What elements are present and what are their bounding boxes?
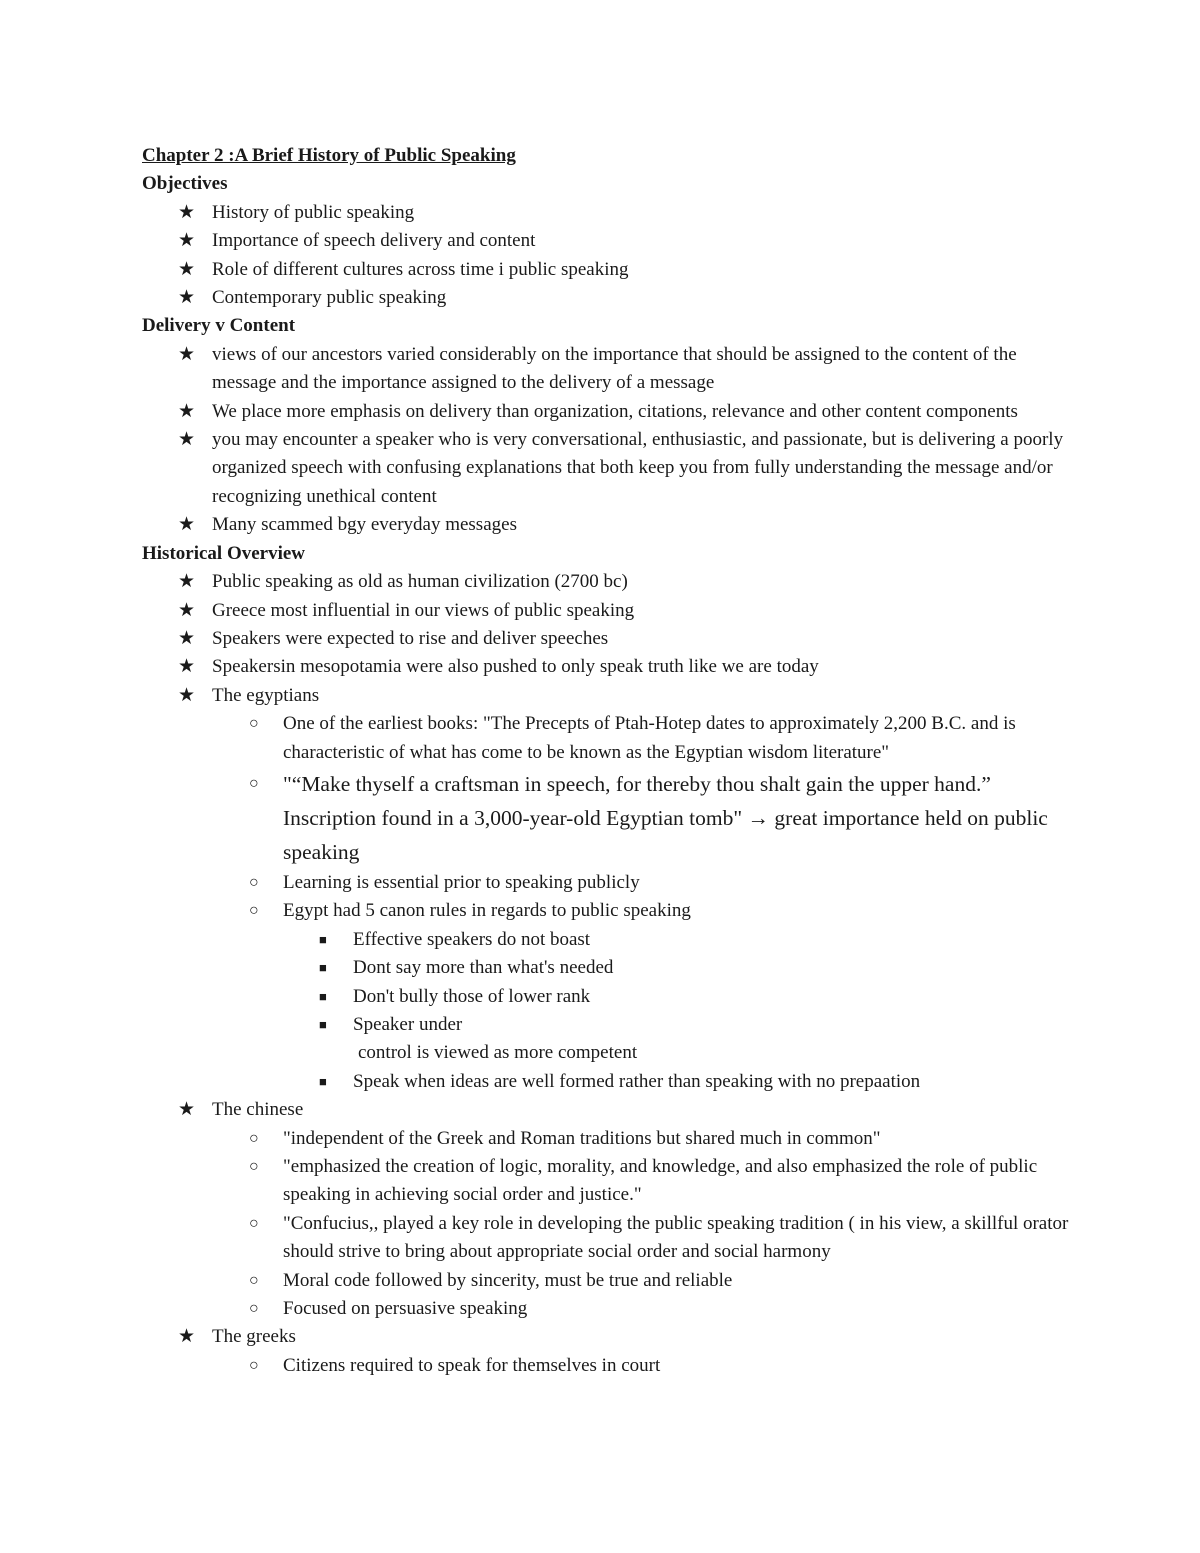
- star-bullet-icon: ★: [178, 400, 196, 422]
- sublist-item: ○ "Confucius,, played a key role in developing the public speaking tradition ( in his view, a skillful orator should strive to bring about appropriate social order and social harmony: [212, 1210, 1072, 1267]
- list-item: ★ Public speaking as old as human civilization (2700 bc): [142, 568, 1072, 596]
- sublist-item: ○ Focused on persuasive speaking: [212, 1295, 1072, 1323]
- canon-rule-item: ■ Dont say more than what's needed: [283, 954, 1072, 982]
- list-item: ★ you may encounter a speaker who is very conversational, enthusiastic, and passionate, but is delivering a poorly organized speech with confusing explanations that both keep you from fully understanding the message and/or recognizing unethical content: [142, 426, 1072, 511]
- star-bullet-icon: ★: [178, 514, 196, 536]
- list-item: ★ History of public speaking: [142, 199, 1072, 227]
- star-bullet-icon: ★: [178, 599, 196, 621]
- circle-bullet-icon: ○: [249, 1356, 259, 1374]
- canon-rule-item: ■ Don't bully those of lower rank: [283, 983, 1072, 1011]
- star-bullet-icon: ★: [178, 201, 196, 223]
- square-bullet-icon: ■: [319, 960, 327, 976]
- star-bullet-icon: ★: [178, 656, 196, 678]
- list-item: ★ Importance of speech delivery and content: [142, 227, 1072, 255]
- sublist-item: ○ "emphasized the creation of logic, morality, and knowledge, and also emphasized the role of public speaking in achieving social order and justice.": [212, 1153, 1072, 1210]
- canon-rule-item: ■ Speaker under control is viewed as more competent: [283, 1011, 1072, 1068]
- square-bullet-icon: ■: [319, 931, 327, 947]
- section-heading-objectives: Objectives: [142, 173, 228, 195]
- star-bullet-icon: ★: [178, 429, 196, 451]
- star-bullet-icon: ★: [178, 258, 196, 280]
- circle-bullet-icon: ○: [249, 1158, 259, 1175]
- list-item: ★ Role of different cultures across time i public speaking: [142, 256, 1072, 284]
- list-item: ★ views of our ancestors varied considerably on the importance that should be assigned to the content of the message and the importance assigned to the delivery of a message: [142, 341, 1072, 398]
- page-title: Chapter 2 :A Brief History of Public Speaking: [142, 145, 516, 166]
- canon-rule-item: ■ Effective speakers do not boast: [283, 926, 1072, 954]
- sublist-item: ○ Egypt had 5 canon rules in regards to public speaking ■ Effective speakers do not boast ■ Dont say more than what's needed ■ Don't bully those of lower rank ■ Speaker under control is viewed as more competent ■ Speak when ideas are well formed rather than speaking with no prepaation: [212, 897, 1072, 1096]
- circle-bullet-icon: ○: [249, 774, 259, 792]
- sublist-item-quote: ○ "“Make thyself a craftsman in speech, for thereby thou shalt gain the upper hand.” Inscription found in a 3,000-year-old Egyptian tomb" → great importance held on public speaking: [212, 767, 1072, 869]
- canon-rule-item: ■ Speak when ideas are well formed rather than speaking with no prepaation: [283, 1068, 1072, 1096]
- document-content: [142, 142, 1072, 1380]
- delivery-list: [142, 341, 1072, 540]
- square-bullet-icon: ■: [319, 1016, 327, 1032]
- circle-bullet-icon: ○: [249, 1129, 259, 1147]
- greeks-sublist: [212, 1352, 1072, 1380]
- sublist-item: ○ Learning is essential prior to speaking publicly: [212, 869, 1072, 897]
- list-item: ★ Many scammed bgy everyday messages: [142, 511, 1072, 539]
- star-bullet-icon: ★: [178, 230, 196, 252]
- list-item: ★ Speakers were expected to rise and deliver speeches: [142, 625, 1072, 653]
- square-bullet-icon: ■: [319, 1073, 327, 1089]
- circle-bullet-icon: ○: [249, 715, 259, 733]
- chinese-sublist: [212, 1125, 1072, 1324]
- square-bullet-icon: ■: [319, 988, 327, 1004]
- circle-bullet-icon: ○: [249, 1271, 259, 1289]
- section-heading-delivery: Delivery v Content: [142, 315, 296, 337]
- star-bullet-icon: ★: [178, 627, 196, 649]
- list-item: ★ We place more emphasis on delivery than organization, citations, relevance and other content components: [142, 398, 1072, 426]
- star-bullet-icon: ★: [178, 287, 196, 309]
- canon-rule-continuation: control is viewed as more competent: [358, 1042, 638, 1064]
- list-item-chinese: ★ The chinese ○ "independent of the Greek and Roman traditions but shared much in common" ○ "emphasized the creation of logic, morality, and knowledge, and also emphasized the role of public speaking in achieving social order and justice." ○ "Confucius,, played a key role in developing the public speaking tradition ( in his view, a skillful orator should strive to bring about appropriate social order and social harmony ○ Moral code followed by sincerity, must be true and reliable ○ Focused on persuasive speaking: [142, 1096, 1072, 1323]
- egyptians-sublist: [212, 710, 1072, 1096]
- list-item-egyptians: ★ The egyptians ○ One of the earliest books: "The Precepts of Ptah-Hotep dates to approximately 2,200 B.C. and is characteristic of what has come to be known as the Egyptian wisdom literature" ○ "“Make thyself a craftsman in speech, for thereby thou shalt gain the upper hand.” Inscription found in a 3,000-year-old Egyptian tomb" → great importance held on public speaking ○ Learning is essential prior to speaking publicly ○ Egypt had 5 canon rules in regards to public speaking ■ Effective speakers do not boast ■ Dont say more than what's needed ■ Don't bully those of lower rank ■ Speaker under control is viewed as more competent ■ Speak when ideas are well formed rather than speaking with no prepaation: [142, 682, 1072, 1096]
- star-bullet-icon: ★: [178, 1099, 196, 1121]
- list-item: ★ Contemporary public speaking: [142, 284, 1072, 312]
- sublist-item: ○ One of the earliest books: "The Precepts of Ptah-Hotep dates to approximately 2,200 B.C. and is characteristic of what has come to be known as the Egyptian wisdom literature": [212, 710, 1072, 767]
- list-item-greeks: ★ The greeks ○ Citizens required to speak for themselves in court: [142, 1323, 1072, 1380]
- star-bullet-icon: ★: [178, 1326, 196, 1348]
- objectives-list: [142, 199, 1072, 313]
- historical-list: [142, 568, 1072, 1380]
- list-item: ★ Greece most influential in our views of public speaking: [142, 597, 1072, 625]
- sublist-item: ○ Citizens required to speak for themselves in court: [212, 1352, 1072, 1380]
- sublist-item: ○ Moral code followed by sincerity, must be true and reliable: [212, 1267, 1072, 1295]
- canon-rules-list: [283, 926, 1072, 1096]
- star-bullet-icon: ★: [178, 343, 196, 365]
- sublist-item: ○ "independent of the Greek and Roman traditions but shared much in common": [212, 1125, 1072, 1153]
- circle-bullet-icon: ○: [249, 1214, 259, 1232]
- circle-bullet-icon: ○: [249, 1300, 259, 1318]
- list-item: ★ Speakersin mesopotamia were also pushed to only speak truth like we are today: [142, 653, 1072, 681]
- star-bullet-icon: ★: [178, 684, 196, 706]
- circle-bullet-icon: ○: [249, 873, 259, 891]
- star-bullet-icon: ★: [178, 571, 196, 593]
- section-heading-historical: Historical Overview: [142, 542, 306, 564]
- circle-bullet-icon: ○: [249, 902, 259, 920]
